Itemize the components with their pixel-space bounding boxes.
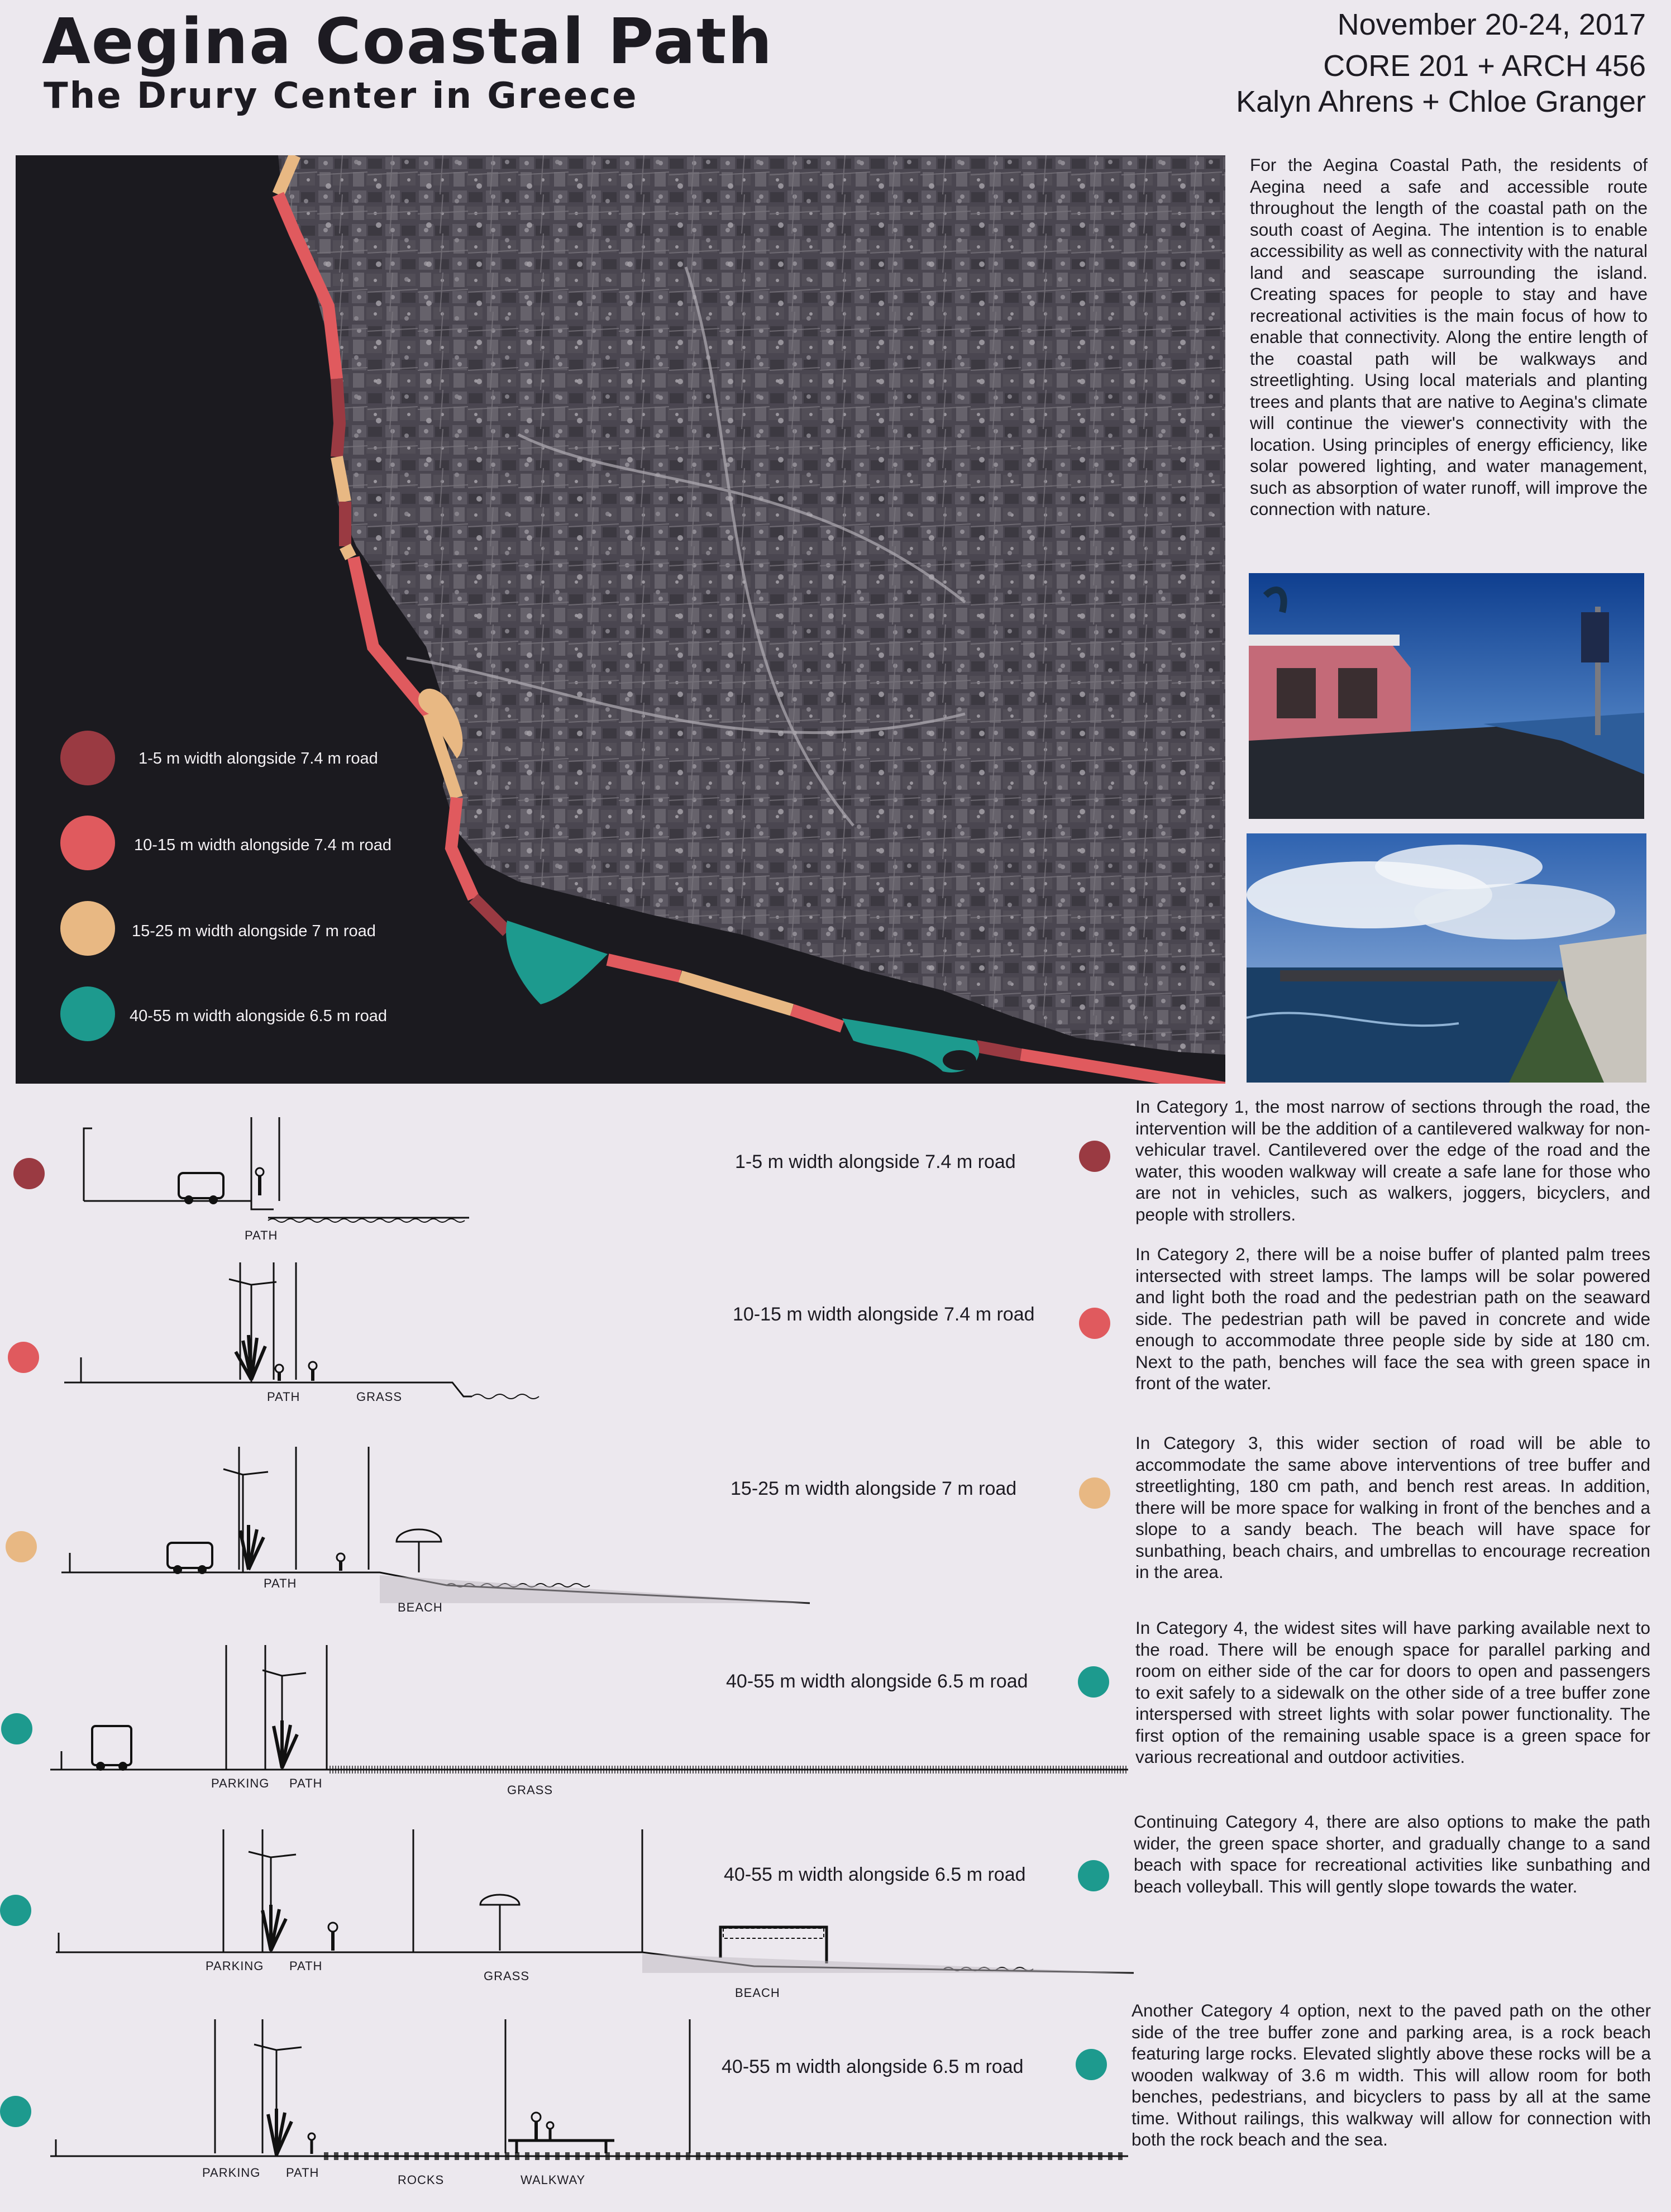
category-dot-1-left [13, 1158, 45, 1189]
legend-label-3: 15-25 m width alongside 7 m road [132, 922, 376, 940]
section-diagram-4a [45, 1642, 1134, 1787]
section-4c-tag-parking: PARKING [202, 2166, 261, 2180]
section-4a-tag-parking: PARKING [211, 1776, 270, 1790]
section-4c-tag-path: PATH [286, 2166, 319, 2180]
category-dot-3-left [6, 1531, 37, 1562]
category-dot-4a-right [1078, 1666, 1109, 1698]
section-3-description: In Category 3, this wider section of road will be able to accommodate the same above interventions of tree buffer and streetlighting, 180 cm path, and bench rest areas. In addition, there will be more space for walking in front of the benches and a slope to a sandy beach. The beach will have space for sunbathing, beach chairs, and umbrellas to encourage recreation in the area. [1135, 1433, 1650, 1582]
course-line: CORE 201 + ARCH 456 [1323, 49, 1646, 83]
legend-label-4: 40-55 m width alongside 6.5 m road [130, 1007, 388, 1025]
section-2-tag-path: PATH [267, 1390, 300, 1404]
section-4b-tag-beach: BEACH [735, 1986, 780, 2000]
date-line: November 20-24, 2017 [1337, 8, 1646, 41]
section-4b-tag-parking: PARKING [206, 1959, 264, 1973]
map-graphic [16, 155, 1225, 1084]
page-title: Aegina Coastal Path [42, 6, 774, 78]
section-4a-description: In Category 4, the widest sites will have parking available next to the road. There will be enough space for parallel parking and room on either side of the car for doors to open and passengers to exit safely to a sidewalk on the other side of a tree buffer zone interspersed with street lights with solar power functionality. The first option of the remaining usable space is a green space for various recreational and outdoor activities. [1135, 1618, 1650, 1767]
category-dot-4c-right [1076, 2049, 1107, 2080]
section-4c-tag-rocks: ROCKS [398, 2173, 445, 2187]
legend-swatch-1 [60, 731, 115, 785]
section-2-tag-grass: GRASS [356, 1390, 403, 1404]
section-diagram-1 [67, 1117, 491, 1246]
section-diagram-4c [45, 2016, 1134, 2167]
photo-road-building [1249, 573, 1644, 819]
authors-line: Kalyn Ahrens + Chloe Granger [1236, 85, 1646, 118]
section-4a-tag-path: PATH [289, 1776, 323, 1790]
section-diagram-3 [56, 1441, 815, 1620]
category-dot-2-left [8, 1342, 39, 1373]
aerial-map [16, 155, 1225, 1084]
section-4c-tag-walkway: WALKWAY [521, 2173, 586, 2187]
page-subtitle: The Drury Center in Greece [44, 75, 638, 117]
legend-label-2: 10-15 m width alongside 7.4 m road [134, 836, 392, 854]
section-3-label: 15-25 m width alongside 7 m road [731, 1478, 1017, 1499]
legend-swatch-3 [60, 901, 115, 956]
legend-label-1: 1-5 m width alongside 7.4 m road [139, 750, 378, 767]
section-4b-tag-path: PATH [289, 1959, 323, 1973]
section-4b-description: Continuing Category 4, there are also options to make the path wider, the green space shorter, and gradually change to a sand beach with space for recreational activities like sunbathing and beach volleyball. This will gently slope towards the water. [1134, 1811, 1650, 1896]
category-dot-1-right [1079, 1141, 1110, 1172]
legend-swatch-2 [60, 816, 115, 870]
section-4b-tag-grass: GRASS [484, 1969, 530, 1983]
section-1-tag-path: PATH [245, 1228, 278, 1242]
category-dot-3-right [1079, 1477, 1110, 1509]
category-dot-4b-left [0, 1895, 31, 1926]
legend-swatch-4 [60, 986, 115, 1041]
section-1-description: In Category 1, the most narrow of sections through the road, the intervention will be the addition of a cantilevered walkway for non-vehicular travel. Cantilevered over the edge of the road and the water, this wooden walkway will create a safe lane for those who are not in vehicles, such as walkers, joggers, bicyclers, and people with strollers. [1135, 1097, 1650, 1224]
section-2-description: In Category 2, there will be a noise buffer of planted palm trees intersected with street lamps. The lamps will be solar powered and light both the road and the pedestrian path on the seaward side. The pedestrian path will be paved in concrete and wide enough to accommodate three people side by side at 180 cm. Next to the path, benches will face the sea with green space in front of the water. [1135, 1244, 1650, 1393]
section-3-tag-beach: BEACH [398, 1600, 443, 1614]
intro-paragraph: For the Aegina Coastal Path, the residents of Aegina need a safe and accessible route throughout the length of the coastal path on the south coast of Aegina. The intention is to enable accessibility as well as connectivity with the natural land and seascape surrounding the island. Creating spaces for people to stay and have recreational activities is the main focus of how to enable that connectivity. Along the entire length of the coastal path will be walkways and streetlighting. Using local materials and planting trees and plants that are native to Aegina's climate will continue the viewer's connectivity with the location. Using principles of energy efficiency, like solar powered lighting, and water management, such as absorption of water runoff, will improve the connection with nature. [1250, 155, 1648, 519]
category-dot-4a-left [1, 1713, 32, 1744]
category-dot-4b-right [1078, 1860, 1109, 1891]
photo-harbor [1247, 833, 1646, 1083]
section-2-label: 10-15 m width alongside 7.4 m road [733, 1304, 1035, 1325]
section-diagram-2 [56, 1262, 558, 1413]
section-4b-label: 40-55 m width alongside 6.5 m road [724, 1864, 1026, 1885]
category-dot-2-right [1079, 1308, 1110, 1339]
section-4c-label: 40-55 m width alongside 6.5 m road [722, 2056, 1024, 2077]
section-4c-description: Another Category 4 option, next to the paved path on the other side of the tree buffer zone and parking area, is a rock beach featuring large rocks. Elevated slightly above these rocks will be a wooden walkway of 3.6 m width. This will allow room for both benches, pedestrians, and bicyclers to pass by all at the same time. Without railings, this walkway will allow for connection with both the rock beach and the sea. [1131, 2000, 1651, 2149]
section-1-label: 1-5 m width alongside 7.4 m road [735, 1151, 1016, 1172]
section-4a-label: 40-55 m width alongside 6.5 m road [726, 1671, 1028, 1692]
section-4a-tag-grass: GRASS [507, 1783, 553, 1797]
category-dot-4c-left [0, 2096, 31, 2127]
section-3-tag-path: PATH [264, 1576, 297, 1590]
